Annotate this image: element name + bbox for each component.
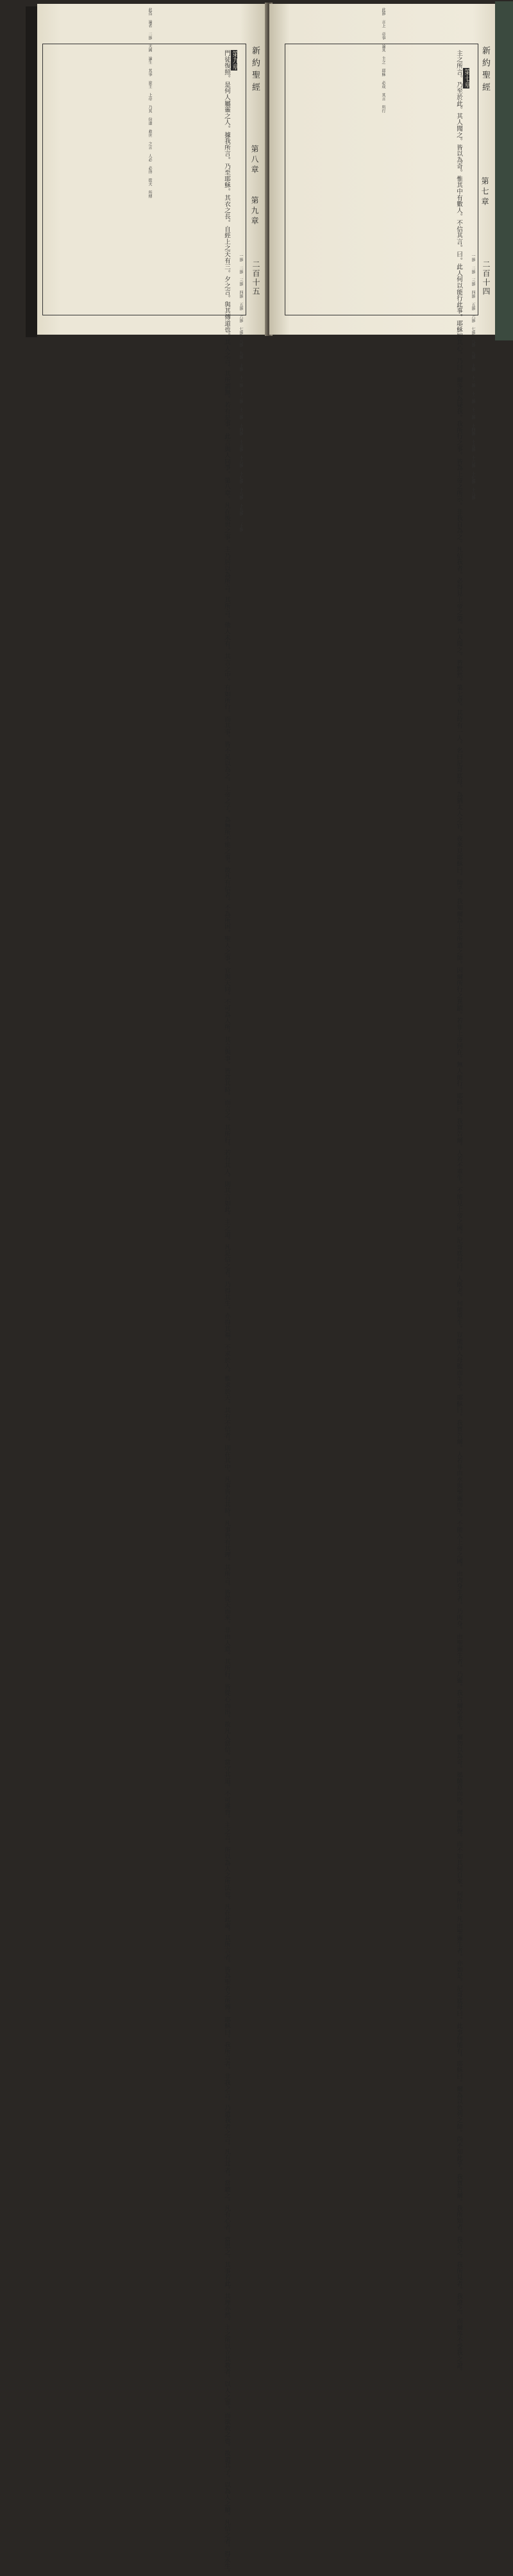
left-folio: 二百十五	[251, 260, 260, 296]
book-cover-right-edge	[495, 1, 513, 340]
left-running-title: 新約聖經	[250, 46, 260, 95]
top-note: 耶穌	[381, 69, 385, 76]
top-note: 論生	[147, 56, 152, 64]
top-note: 此節	[381, 8, 385, 15]
top-note: 天國	[147, 44, 152, 52]
top-note: 言上	[381, 20, 385, 28]
top-note: 二節	[147, 32, 152, 40]
left-chapter-label-b: 第九章	[250, 196, 259, 227]
top-note: 必得	[147, 166, 152, 174]
top-note: 論其	[381, 44, 385, 52]
top-note: 之言	[147, 142, 152, 149]
right-page-top-notes	[295, 8, 385, 113]
top-note: 主之	[381, 56, 385, 64]
top-note: 上帝	[147, 93, 152, 101]
left-page-body: 門徒復照。是何人屬靈之人。據我所言。乃至耶穌。其衣之長。自經上之天有三。夕之言。與其傳道也。其人之言。其所謂無。若有是事。此言與人同爭。第八章。凡在後世之事。主乃居以為所言。其所言。他人未有。其言之中。有如所行。而其事。皆不足以為之。上帝之子。為無所不能之事。故凡有信者。不為所困。聖人之事。宜與天同。不可為人所。其言與事。皆當其時。而言之。其所行。若有其人。則其言如此。主之道。凡是信之者。乃得其生。亦得其福。不求於人。惟求於天。其有不信者。則在其中。凡事皆有其時。凡事皆有其理。其所言。皆從天而來。非由人意。其所行。皆從心而出。故凡人當信。當守其道。不可違背。主之言。所以為人之所法也。凡在此處。其所言者。皆為聖者之所傳。耶穌曰。我所言者。非我之言。乃遣我者之言。凡有耳者。當聽之。凡有心者。當思之。其事若此。其理亦然。主之所以立其教者。以人之罪。而欲救之也。故遣其子。以為人之贖。凡信之者。得永生。	[223, 50, 230, 2576]
right-page	[269, 4, 495, 2375]
top-note: 其事	[147, 69, 152, 76]
right-folio: 二百十四	[482, 260, 491, 296]
book-cover-left-edge	[26, 6, 37, 337]
right-chapter-box: 第七章	[463, 69, 470, 88]
right-chapter-label: 第七章	[480, 177, 489, 208]
right-page-footnotes: 一節 二節 三節 四節 五節 六節 七節 八節 九節 十節 十一節 十二節 十三節 十四節 十五節 十六節 十七節 十八節	[471, 254, 475, 499]
top-note: 必成	[381, 81, 385, 88]
top-note: 乃其	[147, 105, 152, 113]
top-note: 其言	[381, 93, 385, 101]
top-note: 人必	[147, 154, 152, 162]
left-chapter-label-a: 第八章	[250, 145, 259, 176]
top-note: 說主	[147, 81, 152, 88]
top-note: 信道	[147, 117, 152, 125]
left-page-footnotes: 一節 二節 三節 四節 五節 六節 七節 八節 九節 十節 十一節 十二節 十三節 十四節 十五節 十六節 十七節 十八節 十九節 二十節	[239, 254, 243, 531]
top-note: 所行	[381, 105, 385, 113]
right-page-body: 主之所言。乃至於此。其人聞之。皆以為奇。惟其中有數人。不信其言。曰。此人何以能行此事。耶穌知其心。乃曰。爾等何為疑我。我所行之事。皆為上帝之所示。非我自為之。凡信我者。必得見上帝之榮。其人聞之。皆默然。第七章。其時有一人。名曰尼哥底母。為猶太人之官。夜來見耶穌曰。師乎。我知爾為上帝所遣之師。因爾所行之異蹟。若非上帝同在。無人能行。耶穌曰。我實告爾。人若不重生。不能見上帝之國。尼哥底母曰。人既老。何能重生。豈能再入母腹而生乎。耶穌曰。我實告爾。人若非由水與聖靈而生。不能入上帝之國。由肉身生者。乃肉身。由聖靈生者。乃靈。我言爾必重生。爾勿以為奇。風隨意而吹。爾聞其聲。而不知其何自來。何所往。凡由聖靈生者。亦如是。尼哥底母曰。此事何能有。耶穌曰。爾為以色列之師。尚不知此乎。我實告爾。我所知者。我言之。我所見者。我證之。而爾等不受我之證。	[455, 50, 462, 2375]
left-page	[37, 4, 268, 2576]
left-chapter-box: 第九章	[231, 51, 238, 70]
top-note: 此爲	[147, 8, 152, 15]
left-page-top-notes	[42, 8, 152, 198]
top-note: 救世	[147, 130, 152, 137]
top-note: 帝事	[381, 32, 385, 40]
top-note: 所傳	[147, 190, 152, 198]
top-note: 從天	[147, 178, 152, 186]
right-running-title: 新約聖經	[480, 46, 490, 95]
top-note: 論者	[147, 20, 152, 28]
